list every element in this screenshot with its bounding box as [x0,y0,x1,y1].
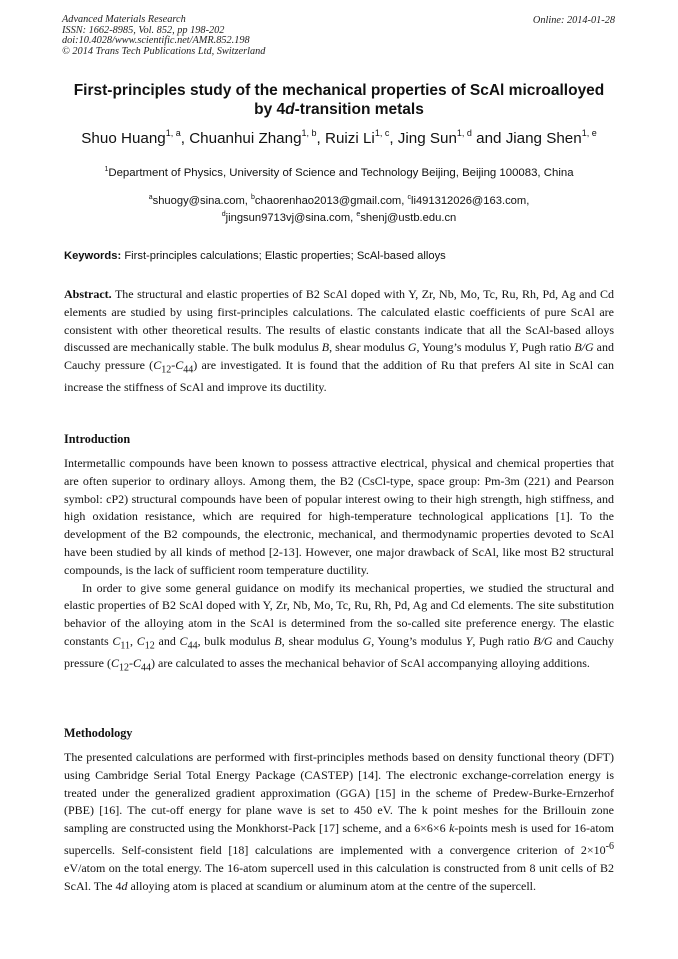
symbol-B: B [274,633,282,648]
journal-issn: ISSN: 1662-8985, Vol. 852, pp 198-202 [62,24,225,36]
journal-copyright: © 2014 Trans Tech Publications Ltd, Switzerland [62,45,266,57]
author-sup: 1, e [581,128,597,138]
intro-text: , Young’s modulus [371,633,466,648]
abstract [64,286,614,397]
abstract-text: , Pugh ratio [515,340,575,355]
intro-text: In order to give some general guidance on modify its mechanical properties, we studied the structural and elastic properties of B2 ScAl doped with Y, Zr, Nb, Mo, Tc, Ru, Rh, Pd, Ag and Cd elements. The site substitution behavior of the alloying atom in the ScAl is determined from the so-called site preference energy. The elastic constants [64,580,614,648]
symbol-C: C [136,633,145,648]
intro-text: , bulk modulus [197,633,275,648]
intro-text: , [130,633,137,648]
journal-header [62,15,422,57]
author-separator: , [180,130,190,147]
keywords [64,250,624,262]
method-text: alloying atom is placed at scandium or aluminum atom at the centre of the supercell. [127,878,536,893]
intro-text: ) are calculated to asses the mechanical behavior of ScAl accompanying alloying additions. [151,656,590,671]
symbol-BG: B/G [533,633,553,648]
symbol-C: C [179,633,188,648]
symbol-Y: Y [465,633,473,648]
subscript: 12 [144,640,155,652]
subscript: 12 [161,364,172,376]
symbol-BG: B/G [574,340,594,355]
author-name: Chuanhui Zhang [189,130,302,147]
method-text: The presented calculations are performed with first-principles methods based on density functional theory (DFT) using Cambridge Serial Total Energy Package (CASTEP) [14]. The electronic exchange-correlation energy is treated under the generalized gradient approximation (GGA) [15] in the scheme of Predew-Burke-Ernzerhof (PBE) [16]. The cut-off energy for plane wave is set to 450 eV. The k point meshes for the Brillouin zone sampling are constructed using the Monkhorst-Pack [17] scheme, and a 6×6×6 [64,750,614,836]
author-name: Ruizi Li [325,130,375,147]
journal-name: Advanced Materials Research [62,14,186,25]
email-list [30,193,648,226]
symbol-k: k [449,821,455,836]
author-name: Jiang Shen [505,130,582,147]
symbol-C: C [133,656,142,671]
email-b[interactable]: chaorenhao2013@gmail.com, [254,195,405,207]
author-sup: 1, d [456,128,472,138]
subscript: 44 [141,662,152,674]
intro-paragraph-1: Intermetallic compounds have been known to possess attractive electrical, physical and chemical properties that are often superior to ordinary alloys. Among them, the B2 (CsCl-type, space group: Pm-3m (221) and Pearson symbol: cP2) structural compounds have been of popular interest owing to their high strength, high stiffness, and high oxidation resistance, which are required for high-temperature technological applications [1]. To the development of the B2 compounds, the electronic, mechanical, and thermodynamic properties devoted to ScAl have been studied by all kinds of method [2-13]. However, one major drawback of ScAl, like most B2 structural compounds, is the lack of sufficient room temperature ductility. [64,456,614,577]
author-name: Shuo Huang [81,130,166,147]
intro-text: and Cauchy pressure ( [64,633,615,671]
symbol-B: B [321,340,330,355]
symbol-G: G [362,633,372,648]
journal-doi[interactable]: doi:10.4028/www.scientific.net/AMR.852.198 [62,35,250,47]
intro-paragraph-2 [64,580,614,678]
keywords-text: First-principles calculations; Elastic properties; ScAl-based alloys [124,250,446,262]
method-paragraph-1 [64,749,614,895]
symbol-Y: Y [508,340,516,355]
symbol-C: C [153,358,162,373]
author-sup: 1, b [301,128,317,138]
email-sup: b [251,194,255,201]
author-name: Jing Sun [397,130,457,147]
email-line-1 [30,193,648,210]
author-sup: 1, c [374,128,390,138]
email-c[interactable]: li491312026@163.com, [410,195,530,207]
section-heading-introduction: Introduction [64,432,131,446]
method-text: eV/atom on the total energy. The 16-atom supercell used in this calculation is constructed from 8 unit cells of B2 ScAl. The 4 [64,860,614,893]
abstract-text: ) are investigated. It is found that the addition of Ru that prefers Al site in ScAl can increase the stiffness of ScAl and improve its ductility. [64,358,615,395]
subscript: 44 [187,640,198,652]
symbol-C: C [175,358,184,373]
abstract-text: , shear modulus [329,340,408,355]
paper-title [40,81,638,119]
online-date: Online: 2014-01-28 [532,15,615,26]
email-sup: a [148,194,153,201]
abstract-label: Abstract. [64,287,112,301]
dash: - [129,656,133,671]
abstract-text: The structural and elastic properties of B2 ScAl doped with Y, Zr, Nb, Mo, Tc, Ru, Rh, Pd, Ag and Cd elements are studied by using first-principles calculations. The calculated elastic coefficients of pure ScAl are consistent with other theoretical results. The results of elastic constants indicate that all the ScAl-based alloys discussed are mechanically stable. The bulk modulus [64,287,614,355]
affiliation-sup: 1 [104,166,109,173]
email-line-2 [30,210,648,227]
affiliation [30,167,648,179]
affiliation-text: Department of Physics, University of Science and Technology Beijing, Beijing 100083, China [108,167,574,179]
exponent: -6 [605,840,614,852]
symbol-d: d [121,878,128,893]
author-list [30,130,648,147]
abstract-paragraph [64,286,614,397]
email-sup: e [356,210,361,218]
author-separator: , [389,130,398,147]
symbol-G: G [407,340,417,355]
author-separator: and [471,130,506,147]
keywords-label: Keywords: [64,250,122,262]
subscript: 12 [119,662,129,674]
email-sup: c [407,194,411,201]
intro-text: , shear modulus [281,633,363,648]
title-text: by 4 [254,101,286,118]
dash: - [171,358,176,373]
author-separator: , [316,130,325,147]
introduction-body [64,455,614,677]
title-line-1: First-principles study of the mechanical properties of ScAl microalloyed [73,82,605,99]
title-text: -transition metals [294,101,424,118]
author-sup: 1, a [165,128,181,138]
email-a[interactable]: shuogy@sina.com, [152,195,248,207]
intro-text: and [154,633,180,648]
subscript: 44 [183,364,194,376]
method-text: -points mesh is used for 16-atom supercells. Self-consistent field [18] calculations are implemented with a convergence criterion of 2×10 [64,821,615,857]
methodology-body [64,749,614,895]
abstract-text: and Cauchy pressure ( [64,340,614,373]
section-heading-methodology: Methodology [64,726,133,740]
email-d[interactable]: jingsun9713vj@sina.com, [225,211,354,224]
subscript: 11 [120,640,131,652]
email-e[interactable]: shenj@ustb.edu.cn [360,211,457,224]
title-italic-d: d [285,101,295,118]
intro-text: , Pugh ratio [472,633,534,648]
abstract-text: , Young’s modulus [416,340,509,355]
symbol-C: C [112,633,121,648]
title-line-2 [40,100,638,119]
symbol-C: C [110,656,119,671]
email-sup: d [221,210,226,218]
